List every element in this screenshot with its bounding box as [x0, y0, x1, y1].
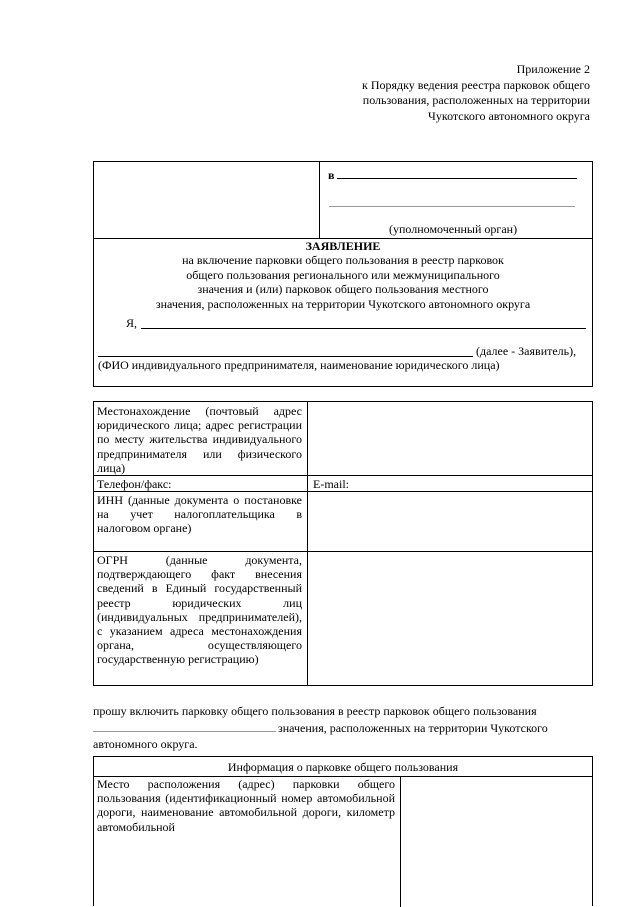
parking-info-table [93, 756, 593, 906]
i-label: Я, [126, 316, 138, 330]
application-box [93, 161, 593, 387]
phone-fax-label: Телефон/факс: [97, 477, 172, 491]
subtitle-line: на включение парковки общего пользования в реестр парковок [182, 253, 504, 267]
to-label: в [328, 168, 335, 182]
request-line: прошу включить парковку общего пользования в реестр парковок общего пользования [93, 704, 537, 718]
parking-location-label: Место расположения (адрес) парковки общего пользования (идентификационный номер автомобильной дороги, наименование автомобильной дороги, километр автомобильной [97, 777, 395, 834]
table-column-divider [307, 402, 308, 685]
appendix-line: к Порядку ведения реестра парковок общего [361, 77, 590, 92]
application-subtitle [94, 253, 592, 311]
location-label: Местонахождение (почтовый адрес юридического лица; адрес регистрации по месту жительства индивидуального предпринимателя или физического лица) [97, 404, 302, 475]
table-row-divider [94, 491, 592, 492]
appendix-line: Приложение 2 [516, 62, 590, 76]
fio-caption: (ФИО индивидуального предпринимателя, наименование юридического лица) [98, 358, 500, 372]
applicant-data-table [93, 401, 593, 686]
request-line: автономного округа. [93, 737, 198, 751]
appendix-line: Чукотского автономного округа [428, 108, 590, 123]
table-column-divider [400, 776, 401, 907]
application-title: ЗАЯВЛЕНИЕ [305, 239, 381, 253]
authority-input-line[interactable] [337, 178, 577, 179]
table-row-divider [94, 551, 592, 552]
parking-table-header: Информация о парковке общего пользования [227, 760, 459, 774]
inn-label: ИНН (данные документа о постановке на учет налогоплательщика в налоговом органе) [97, 493, 302, 536]
request-line-2 [93, 720, 593, 737]
appendix-line: пользования, расположенных на территории [362, 93, 590, 107]
authority-caption: (уполномоченный орган) [389, 222, 518, 236]
request-text [93, 703, 593, 753]
significance-input-line[interactable] [93, 731, 276, 732]
subtitle-line: общего пользования регионального или межмуниципального [186, 267, 500, 282]
request-line-text: значения, расположенных на территории Чукотского [278, 720, 548, 735]
subtitle-line: значения и (или) парковок общего пользования местного [197, 282, 489, 296]
email-label: E-mail: [313, 477, 349, 491]
subtitle-line: значения, расположенных на территории Чукотского автономного округа [155, 296, 531, 311]
ogrn-label: ОГРН (данные документа, подтверждающего факт внесения сведений в Единый государственный реестр юридических лиц (индивидуальных предпринимателей), с указанием адреса местонахождения органа, осуществляющего государственную регистрацию) [97, 553, 302, 667]
table-row-divider [94, 475, 592, 476]
appendix-header [318, 62, 590, 124]
column-divider [319, 162, 320, 238]
applicant-name-line[interactable] [141, 328, 586, 329]
applicant-name-line-2[interactable] [98, 356, 473, 357]
applicant-suffix: (далее - Заявитель), [476, 344, 577, 358]
authority-input-line-2[interactable] [329, 206, 575, 207]
